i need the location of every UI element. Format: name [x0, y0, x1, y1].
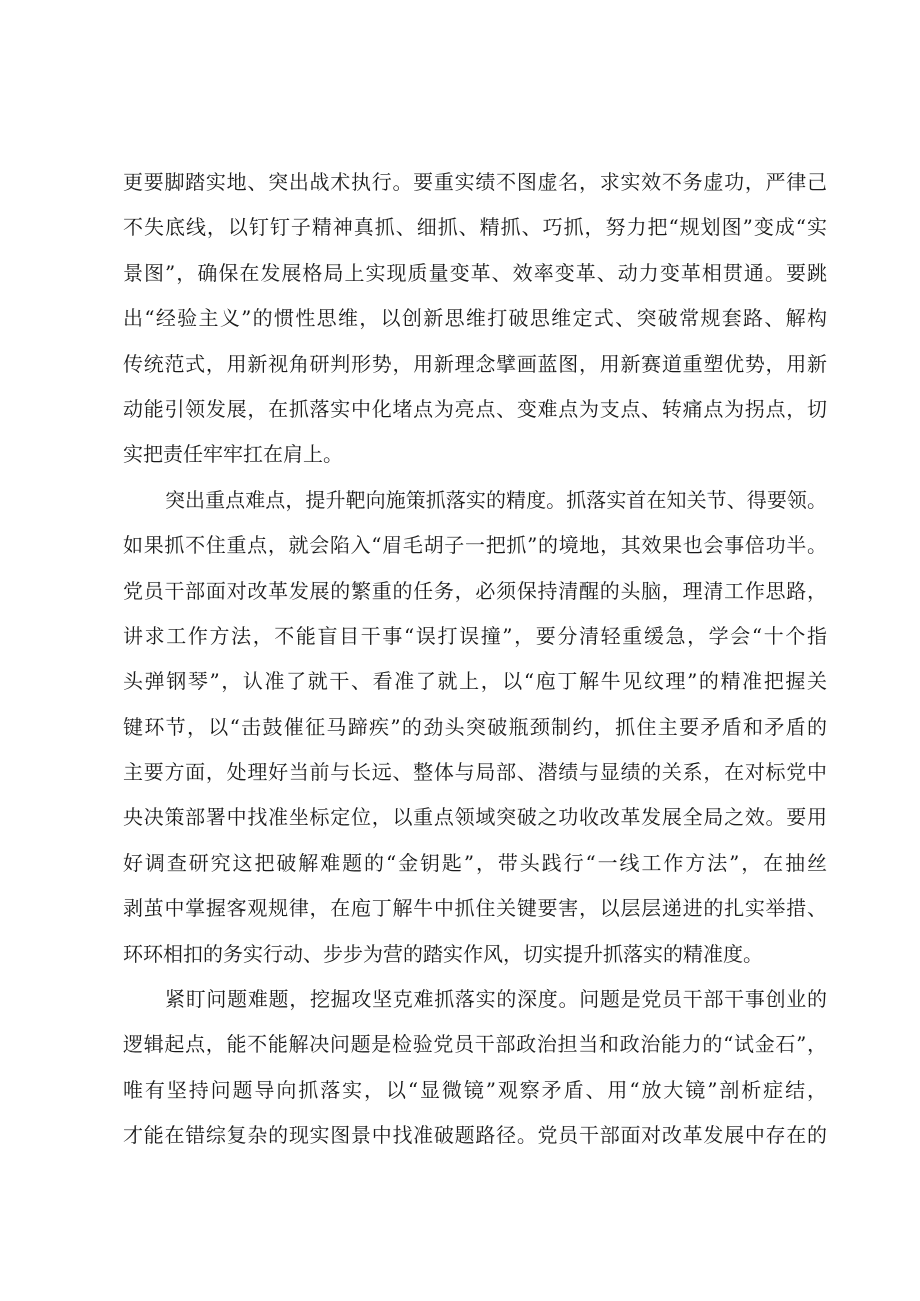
document-body [123, 160, 827, 1159]
text-line: 党员干部面对改革发展的繁重的任务，必须保持清醒的头脑，理清工作思路， [123, 578, 827, 603]
paragraph-end-line: 环环相扣的务实行动、步步为营的踏实作风，切实提升抓落实的精准度。 [123, 941, 763, 966]
text-line: 剥茧中掌握客观规律，在庖丁解牛中抓住关键要害，以层层递进的扎实举措、 [123, 896, 827, 921]
text-line: 央决策部署中找准坐标定位，以重点领域突破之功收改革发展全局之效。要用 [123, 805, 827, 830]
text-line: 逻辑起点，能不能解决问题是检验党员干部政治担当和政治能力的“试金石”， [123, 1032, 827, 1057]
paragraph-start-line: 紧盯问题难题，挖掘攻坚克难抓落实的深度。问题是党员干部干事创业的 [165, 987, 827, 1012]
text-line: 讲求工作方法，不能盲目干事“误打误撞”，要分清轻重缓急，学会“十个指 [123, 623, 827, 648]
text-line: 才能在错综复杂的现实图景中找准破题路径。党员干部面对改革发展中存在的 [123, 1123, 827, 1148]
text-line: 好调查研究这把破解难题的“金钥匙”，带头践行“一线工作方法”，在抽丝 [123, 850, 827, 875]
text-line: 不失底线，以钉钉子精神真抓、细抓、精抓、巧抓，努力把“规划图”变成“实 [123, 215, 827, 240]
paragraph-start-line: 突出重点难点，提升靶向施策抓落实的精度。抓落实首在知关节、得要领。 [165, 487, 827, 512]
text-line: 动能引领发展，在抓落实中化堵点为亮点、变难点为支点、转痛点为拐点，切 [123, 396, 827, 421]
text-line: 键环节，以“击鼓催征马蹄疾”的劲头突破瓶颈制约，抓住主要矛盾和矛盾的 [123, 714, 827, 739]
text-line: 如果抓不住重点，就会陷入“眉毛胡子一把抓”的境地，其效果也会事倍功半。 [123, 533, 827, 558]
text-line: 主要方面，处理好当前与长远、整体与局部、潜绩与显绩的关系，在对标党中 [123, 760, 827, 785]
text-line: 唯有坚持问题导向抓落实，以“显微镜”观察矛盾、用“放大镜”剖析症结， [123, 1077, 827, 1102]
text-line: 景图”，确保在发展格局上实现质量变革、效率变革、动力变革相贯通。要跳 [123, 260, 827, 285]
text-line: 传统范式，用新视角研判形势，用新理念擘画蓝图，用新赛道重塑优势，用新 [123, 351, 827, 376]
paragraph-end-line: 实把责任牢牢扛在肩上。 [123, 442, 343, 467]
text-line: 出“经验主义”的惯性思维，以创新思维打破思维定式、突破常规套路、解构 [123, 306, 827, 331]
text-line: 头弹钢琴”，认准了就干、看准了就上，以“庖丁解牛见纹理”的精准把握关 [123, 669, 827, 694]
text-line: 更要脚踏实地、突出战术执行。要重实绩不图虚名，求实效不务虚功，严律己 [123, 170, 827, 194]
